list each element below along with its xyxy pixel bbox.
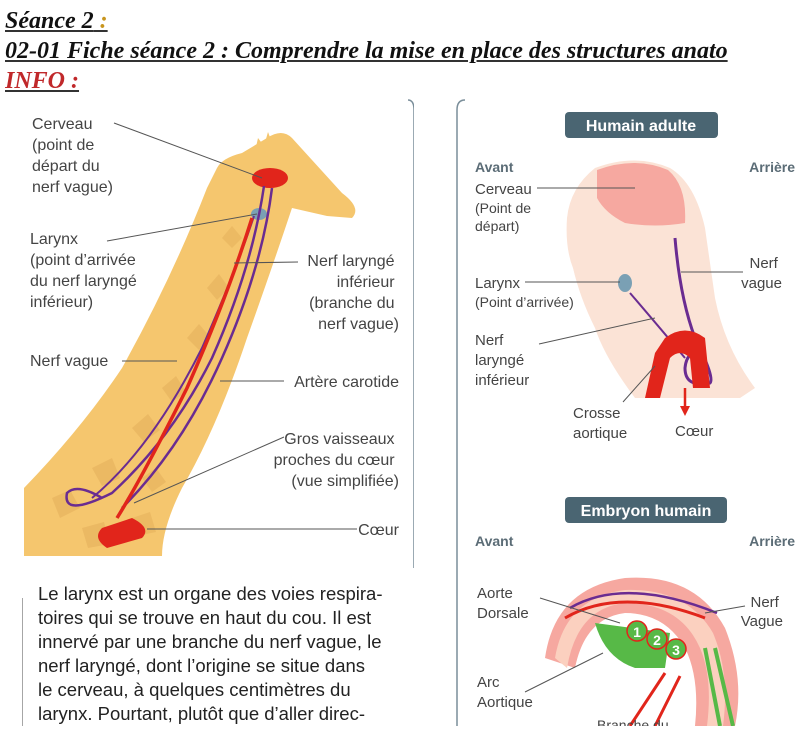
paragraph-line: Le larynx est un organe des voies respira- [38, 583, 383, 604]
embryo-label-aorte: Aorte Dorsale [477, 585, 529, 622]
giraffe-label-nerf-larynge: Nerf laryngé inférieur (branche du nerf vague) [307, 253, 399, 333]
paragraph-line: le cerveau, à quelques centimètres du [38, 679, 351, 700]
human-panel [455, 98, 802, 726]
arch-1: 1 [633, 624, 641, 640]
embryo-label-nerf-vague: Nerf Vague [740, 594, 783, 630]
giraffe-label-nerf-vague: Nerf vague [30, 353, 109, 370]
embryo-arriere: Arrière [749, 533, 795, 549]
adult-label-cerveau: Cerveau (Point de départ) [475, 181, 532, 234]
intro-paragraph [38, 582, 400, 726]
adult-label-nerf-larynge: Nerf laryngé inférieur [475, 332, 530, 389]
adult-avant: Avant [475, 159, 514, 175]
arch-2: 2 [653, 632, 661, 648]
adult-label-larynx: Larynx (Point d’arrivée) [475, 275, 574, 310]
embryo-title: Embryon humain [580, 503, 712, 520]
giraffe-label-artere: Artère carotide [294, 374, 399, 391]
adult-arriere: Arrière [749, 159, 795, 175]
paragraph-line: larynx. Pourtant, plutôt que d’aller direc- [38, 703, 366, 724]
giraffe-label-vaisseaux: Gros vaisseaux proches du cœur (vue simplifiée) [273, 431, 399, 490]
adult-label-nerf-vague: Nerf vague [741, 255, 782, 292]
embryo-illustration [545, 578, 738, 726]
adult-label-crosse: Crosse aortique [573, 405, 628, 442]
fiche-title: 02-01 Fiche séance 2 : Comprendre la mise en place des structures anato [5, 38, 728, 64]
giraffe-label-coeur: Cœur [358, 522, 399, 539]
info-heading: INFO : [5, 68, 80, 94]
human-diagram [455, 98, 802, 726]
paragraph-line: innervé par une branche du nerf vague, le [38, 631, 382, 652]
embryo-label-arc: Arc Aortique [477, 674, 533, 711]
adult-label-coeur: Cœur [675, 423, 714, 440]
adult-title: Humain adulte [585, 118, 697, 135]
document-header [5, 6, 802, 96]
embryo-label-branche: Branche du [597, 717, 669, 726]
giraffe-label-cerveau: Cerveau (point de départ du nerf vague) [32, 116, 113, 196]
seance-title: Séance 2 : [5, 8, 108, 34]
paragraph-line: toires qui se trouve en haut du cou. Il est [38, 607, 372, 628]
arch-3: 3 [672, 642, 680, 658]
paragraph-line: nerf laryngé, dont l’origine se situe dans [38, 655, 366, 676]
embryo-avant: Avant [475, 533, 514, 549]
giraffe-label-larynx: Larynx (point d’arrivée du nerf laryngé inférieur) [30, 231, 137, 311]
adult-head-illustration [567, 161, 755, 417]
